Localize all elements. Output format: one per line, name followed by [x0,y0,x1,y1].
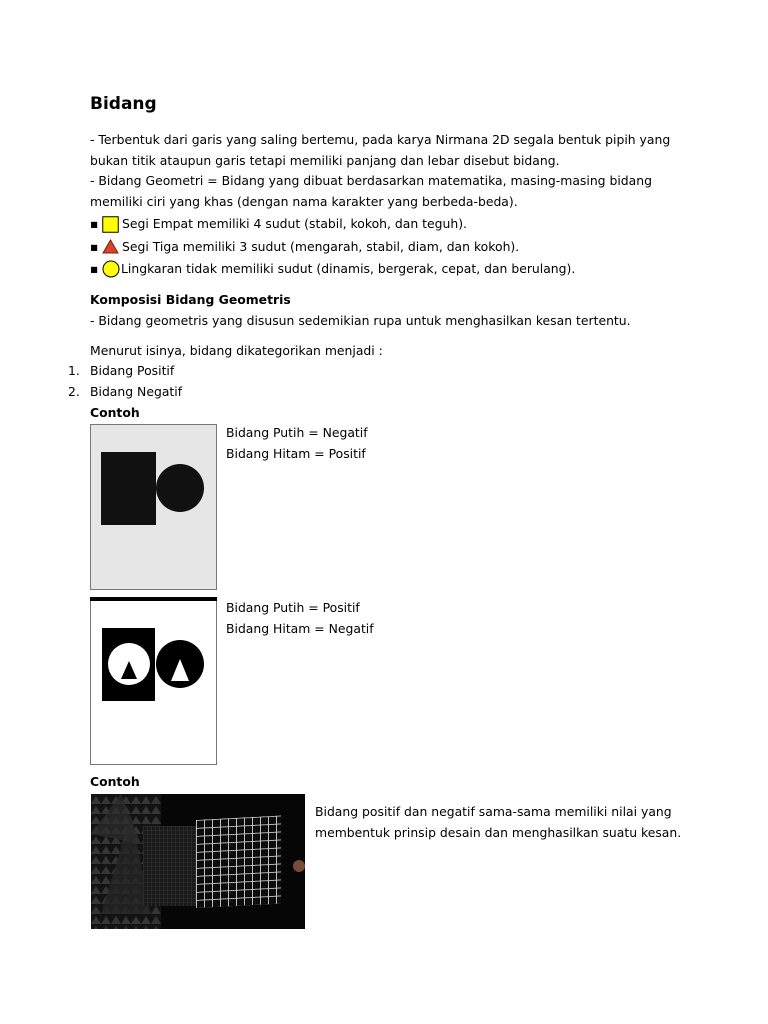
caption-line: Bidang Putih = Negatif [226,425,368,440]
abstract-artwork-image [91,794,305,929]
text-line: memiliki ciri yang khas (dengan nama karakter yang berbeda-beda). [90,193,518,209]
circle-icon [102,260,120,278]
section-text: - Bidang geometris yang disusun sedemikian rupa untuk menghasilkan kesan tertentu. [90,313,631,328]
figure-caption [315,802,681,843]
bullet-text: Segi Empat memiliki 4 sudut (stabil, kokoh, dan teguh). [122,216,467,231]
list-item [68,382,182,403]
caption-line: Bidang Hitam = Negatif [226,620,374,636]
list-item [90,213,575,236]
negative-shapes-figure [90,597,217,765]
list-item [90,236,575,259]
example-label: Contoh [90,774,140,789]
list-label: Bidang Positif [90,363,175,378]
figure-caption [226,423,368,464]
list-number: 2. [68,384,80,399]
caption-line: Bidang positif dan negatif sama-sama memiliki nilai yang [315,804,672,819]
caption-line: Bidang Putih = Positif [226,600,360,615]
list-item [68,361,174,382]
category-intro: Menurut isinya, bidang dikategorikan menjadi : [90,343,383,358]
bullet-dot: ▪ [90,216,99,231]
page-title: Bidang [90,94,157,114]
bullet-text: Segi Tiga memiliki 3 sudut (mengarah, stabil, diam, dan kokoh). [122,238,520,254]
example-label: Contoh [90,405,140,420]
triangle-icon [102,239,119,254]
bullet-dot: ▪ [90,261,99,276]
figure-caption [226,598,374,639]
text-line: bukan titik ataupun garis tetapi memiliki panjang dan lebar disebut bidang. [90,152,560,168]
caption-line: membentuk prinsip desain dan menghasilkan suatu kesan. [315,824,682,840]
shape-bullet-list [90,213,575,281]
list-label: Bidang Negatif [90,384,183,399]
section-heading: Komposisi Bidang Geometris [90,292,291,307]
square-icon [102,216,119,233]
text-line: - Terbentuk dari garis yang saling bertemu, pada karya Nirmana 2D segala bentuk pipih yang [90,132,671,147]
list-number: 1. [68,363,80,378]
intro-paragraph [90,130,670,212]
bullet-text: Lingkaran tidak memiliki sudut (dinamis, bergerak, cepat, dan berulang). [121,261,576,276]
list-item [90,258,575,281]
bullet-dot: ▪ [90,238,99,254]
caption-line: Bidang Hitam = Positif [226,445,366,461]
text-line: - Bidang Geometri = Bidang yang dibuat berdasarkan matematika, masing-masing bidang [90,173,652,188]
positive-shapes-figure [90,424,217,590]
